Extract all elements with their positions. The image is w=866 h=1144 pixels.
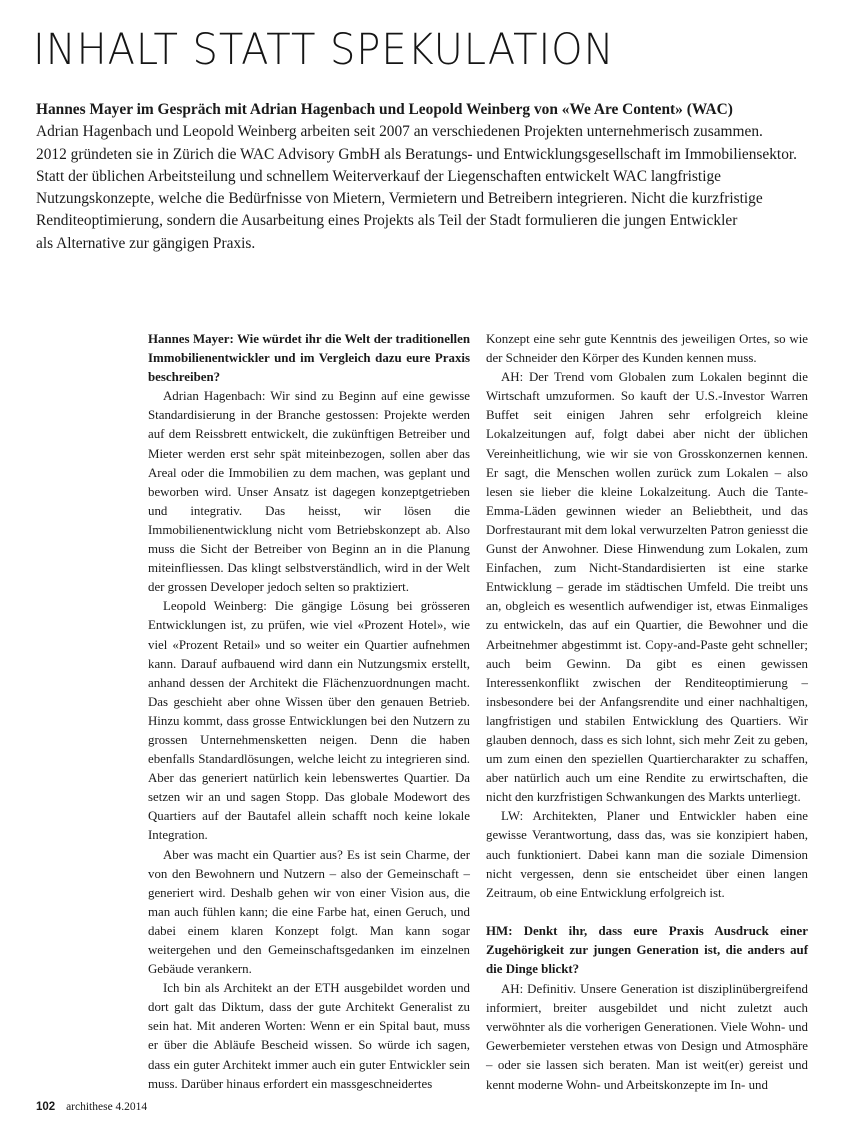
intro-line: Adrian Hagenbach und Leopold Weinberg arbeiten seit 2007 an verschiedenen Projekten unternehmerisch zusammen. <box>36 123 763 141</box>
intro-line: Nutzungskonzepte, welche die Bedürfnisse von Mietern, Vermietern und Betreibern integrieren. Nicht die kurzfristige <box>36 190 763 208</box>
publication-name: archithese 4.2014 <box>66 1101 148 1113</box>
intro-line: als Alternative zur gängigen Praxis. <box>36 234 256 252</box>
answer-paragraph: Ich bin als Architekt an der ETH ausgebildet worden und dort galt das Diktum, dass der gute Architekt Generalist zu sein hat. Mit anderen Worten: Wenn er ein Spital baut, muss er über die Abläufe Bescheid wissen. So würde ich sagen, dass ein guter Architekt immer auch ein guter Entwickler sein muss. Darüber hinaus erfordert ein massgeschneidertes <box>148 981 470 1091</box>
right-column <box>486 330 808 1095</box>
answer-paragraph: AH: Der Trend vom Globalen zum Lokalen beginnt die Wirtschaft umzuformen. So kauft der U.S.-Investor Warren Buffet seit einigen Jahren sehr erfolgreich kleine Lokalzeitungen auf, folgt dabei aber nicht der üblichen Vereinheitlichung, wie wir sie von Grosskonzernen kennen. Er sagt, die Menschen wollen zurück zum Lokalen – also lesen sie lieber die kleine Lokalzeitung. Auch die Tante-Emma-Läden gewinnen wieder an Beliebtheit, und das Dorfrestaurant mit dem lokal verwurzelten Patron geniesst die Gunst der Anwohner. Diese Hinwendung zum Lokalen, zum Einfachen, zum Nicht-Standardisierten ist eine starke Entwicklung – gerade im städtischen Umfeld. Die treibt uns an, obgleich es wesentlich aufwendiger ist, etwas Einmaliges zu entwickeln, das auf ein Quartier, die Bewohner und die Arbeitnehmer abgestimmt ist. Copy-and-Paste geht schneller; auch beim Gewinn. Da gibt es einen gewissen Interessenkonflikt zwischen der Renditeoptimierung – insbesondere bei der Anfangsrendite und einer nachhaltigen, langfristigen und stabilen Entwicklung des Quartiers. Wir glauben dennoch, dass es sich lohnt, sich mehr Zeit zu geben, um zum einen den speziellen Quartiercharakter zu schaffen, aber natürlich auch um eine Rendite zu erwirtschaften, die nicht den kurzfristigen Schwankungen des Markts unterliegt. <box>486 370 808 805</box>
answer-paragraph-continued: Konzept eine sehr gute Kenntnis des jeweiligen Ortes, so wie der Schneider den Körper des Kunden kennen muss. <box>486 332 808 366</box>
article-title: INHALT STATT SPEKULATION <box>33 25 615 75</box>
answer-paragraph: Adrian Hagenbach: Wir sind zu Beginn auf eine gewisse Standardisierung in der Branche gestossen: Projekte werden auf dem Reissbrett entwickelt, die zukünftigen Betreiber und Mieter werden erst sehr spät miteinbezogen, sollen aber das Areal oder die Immobilien zu dem machen, was geplant und beworben wird. Unser Ansatz ist dagegen konzeptgetrieben und integrativ. Das heisst, wir lösen die Immobilienentwicklung nicht vom Betriebskonzept ab. Also muss die Sicht der Betreiber von Beginn an in die Planung miteinfliessen. Das klingt selbstverständlich, wird in der Welt der grossen Developer jedoch selten so praktiziert. <box>148 389 470 595</box>
answer-paragraph: LW: Architekten, Planer und Entwickler haben eine gewisse Verantwortung, dass das, was sie konzipiert haben, auch funktioniert. Dabei kann man die soziale Dimension nicht vergessen, denn sie entscheidet über einen langen Zeitraum, ob eine Entwicklung erfolgreich ist. <box>486 809 808 900</box>
question-2: HM: Denkt ihr, dass eure Praxis Ausdruck einer Zugehörigkeit zur jungen Generation ist, die anders auf die Dinge blickt? <box>486 923 808 976</box>
page-footer <box>36 1101 147 1113</box>
intro-heading: Hannes Mayer im Gespräch mit Adrian Hagenbach und Leopold Weinberg von «We Are Content» (WAC) <box>36 101 733 118</box>
answer-paragraph: AH: Definitiv. Unsere Generation ist disziplinübergreifend informiert, breiter ausgebildet und nicht zuletzt auch verwöhnter als die vorherigen Generationen. Viele Wohn- und Gewerbemieter verstehen etwas von Design und Atmosphäre – oder sie lassen sich beraten. Man ist weit(er) gereist und kennt moderne Wohn- und Arbeitskonzepte im In- und <box>486 982 808 1092</box>
intro-line: Renditeoptimierung, sondern die Ausarbeitung eines Projekts als Teil der Stadt formulieren die jungen Entwickler <box>36 212 738 230</box>
question-1: Hannes Mayer: Wie würdet ihr die Welt der traditionellen Immobilienentwickler und im Vergleich dazu eure Praxis beschreiben? <box>148 332 470 385</box>
intro-line: 2012 gründeten sie in Zürich die WAC Advisory GmbH als Beratungs- und Entwicklungsgesellschaft im Immobiliensektor. <box>36 145 798 163</box>
left-column <box>148 330 470 1094</box>
page-number: 102 <box>36 1101 56 1113</box>
intro-block <box>36 99 826 255</box>
answer-paragraph: Aber was macht ein Quartier aus? Es ist sein Charme, der von den Bewohnern und Nutzern – also der Gemeinschaft – generiert wird. Deshalb gehen wir von einer Vision aus, die man auch fühlen kann; die eine Farbe hat, einen Geruch, und dabei einem klaren Konzept folgt. Man kann sogar weitergehen und den Gemeinschaftsgedanken im einzelnen Gebäude verankern. <box>148 847 470 977</box>
answer-paragraph: Leopold Weinberg: Die gängige Lösung bei grösseren Entwicklungen ist, zu prüfen, wie viel «Prozent Hotel», wie viel «Prozent Retail» und so weiter ein Quartier aufnehmen kann. Darauf aufbauend wird dann ein Nutzungsmix erstellt, anhand dessen der Architekt die Flächenzuordnungen macht. Das geschieht aber ohne Wissen über den genauen Betrieb. Hinzu kommt, dass grosse Entwicklungen bei den Nutzern zu grossen Unternehmensketten neigen. Denn die haben ebenfalls Standardlösungen, welche leicht zu integrieren sind. Aber das generiert natürlich kein lebenswertes Quartier. Da setzen wir an und sagen Stopp. Das globale Modewort des Quartiers auf der Bautafel allein schafft noch keine lokale Integration. <box>148 599 470 843</box>
intro-line: Statt der üblichen Arbeitsteilung und schnellem Weiterverkauf der Liegenschaften entwickelt WAC langfristige <box>36 167 722 185</box>
